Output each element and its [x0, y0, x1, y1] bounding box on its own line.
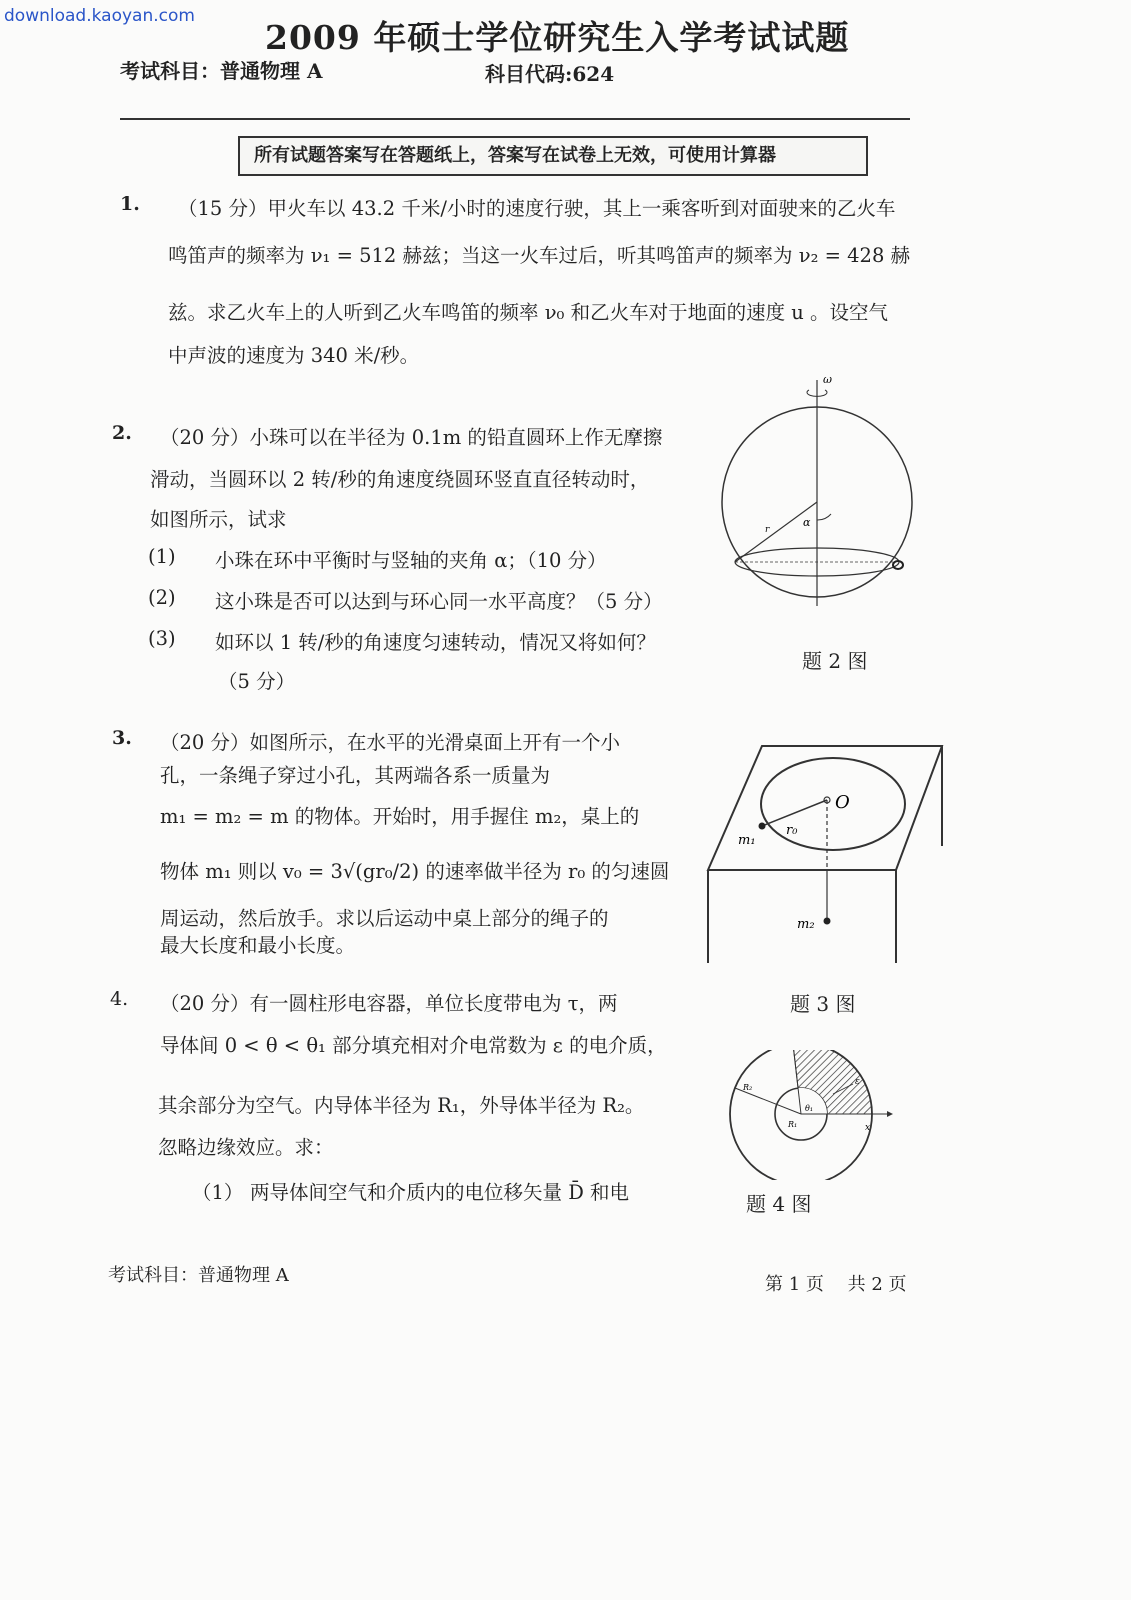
- exam-title: 2009 年硕士学位研究生入学考试试题: [265, 18, 850, 57]
- radius-r0-label: r₀: [786, 823, 798, 838]
- question-2-item-text: 这小珠是否可以达到与环心同一水平高度？（5 分）: [215, 590, 663, 613]
- R2-label: R₂: [743, 1083, 753, 1092]
- radius-line: [735, 502, 817, 562]
- question-1-line: 中声波的速度为 340 米/秒。: [168, 344, 420, 367]
- footer-page-number: 第 1 页 共 2 页: [765, 1274, 907, 1295]
- radius-label: r: [765, 525, 770, 535]
- question-2-item-label: (1): [148, 545, 176, 568]
- figure-4-capacitor-diagram: [715, 1050, 900, 1180]
- R1-label: R₁: [788, 1120, 798, 1129]
- notice-text: 所有试题答案写在答题纸上，答案写在试卷上无效，可使用计算器: [254, 145, 776, 166]
- question-2-item-text: 如环以 1 转/秒的角速度匀速转动，情况又将如何？: [215, 631, 656, 654]
- question-2-tail: （5 分）: [218, 670, 296, 693]
- footer-subject: 考试科目：普通物理 A: [108, 1265, 289, 1286]
- mass-m2: [824, 918, 831, 925]
- figure-3-caption: 题 3 图: [790, 992, 856, 1016]
- question-4-line: （20 分）有一圆柱形电容器，单位长度带电为 τ，两: [160, 992, 618, 1015]
- x-label: x: [865, 1123, 871, 1133]
- question-3-line: 孔，一条绳子穿过小孔，其两端各系一质量为: [160, 764, 551, 787]
- question-4-line: 其余部分为空气。内导体半径为 R₁，外导体半径为 R₂。: [158, 1094, 645, 1117]
- notice-box: [238, 136, 868, 176]
- question-2-line: 滑动，当圆环以 2 转/秒的角速度绕圆环竖直直径转动时，: [150, 468, 650, 491]
- question-4-item-label: （1）: [192, 1181, 244, 1204]
- exam-subject: 考试科目：普通物理 A: [120, 59, 323, 83]
- question-2-item-label: (3): [148, 627, 176, 650]
- figure-4-caption: 题 4 图: [746, 1192, 812, 1216]
- question-3-line: 最大长度和最小长度。: [160, 934, 356, 957]
- question-3-line: m₁ = m₂ = m 的物体。开始时，用手握住 m₂，桌上的: [160, 805, 640, 828]
- question-4-number: 4.: [110, 988, 129, 1010]
- omega-label: ω: [823, 373, 832, 386]
- mass-m1: [759, 823, 766, 830]
- figure-2-ring-diagram: [715, 370, 925, 610]
- question-1-number: 1.: [120, 193, 140, 215]
- center-label: O: [835, 792, 850, 813]
- header-divider: [120, 118, 910, 120]
- subject-code: 科目代码:624: [485, 62, 615, 86]
- figure-3-table-diagram: [700, 738, 950, 968]
- x-axis-arrow: [887, 1111, 893, 1117]
- alpha-label: α: [803, 516, 811, 529]
- table-top: [708, 746, 942, 870]
- question-2-line: 如图所示，试求: [150, 508, 287, 531]
- m1-label: m₁: [738, 833, 756, 848]
- watermark-url[interactable]: download.kaoyan.com: [4, 6, 195, 26]
- theta1-label: θ₁: [805, 1104, 814, 1113]
- question-3-line: 物体 m₁ 则以 v₀ = 3√(gr₀/2) 的速率做半径为 r₀ 的匀速圆: [160, 860, 670, 883]
- question-4-line: 导体间 0 < θ < θ₁ 部分填充相对介电常数为 ε 的电介质，: [160, 1034, 667, 1057]
- question-4-line: 忽略边缘效应。求：: [158, 1136, 334, 1159]
- question-1-line: （15 分）甲火车以 43.2 千米/小时的速度行驶，其上一乘客听到对面驶来的乙火车: [178, 197, 896, 220]
- figure-2-caption: 题 2 图: [802, 649, 868, 673]
- question-3-line: 周运动，然后放手。求以后运动中桌上部分的绳子的: [160, 907, 609, 930]
- question-2-number: 2.: [112, 422, 132, 444]
- m2-label: m₂: [797, 917, 815, 932]
- question-1-line: 兹。求乙火车上的人听到乙火车鸣笛的频率 ν₀ 和乙火车对于地面的速度 u 。设空气: [168, 301, 889, 324]
- question-3-number: 3.: [112, 727, 132, 749]
- question-1-line: 鸣笛声的频率为 ν₁ = 512 赫兹；当这一火车过后，听其鸣笛声的频率为 ν₂ = 428 赫: [168, 244, 911, 267]
- question-2-line: （20 分）小珠可以在半径为 0.1m 的铅直圆环上作无摩擦: [160, 426, 663, 449]
- question-2-item-text: 小珠在环中平衡时与竖轴的夹角 α；（10 分）: [215, 549, 607, 572]
- question-4-item-text: 两导体间空气和介质内的电位移矢量 D̄ 和电: [250, 1181, 630, 1204]
- question-3-line: （20 分）如图所示，在水平的光滑桌面上开有一个小: [160, 731, 621, 754]
- circular-orbit: [761, 758, 905, 850]
- angle-arc: [817, 514, 831, 520]
- question-2-item-label: (2): [148, 586, 176, 609]
- epsilon-label: ε: [855, 1077, 860, 1087]
